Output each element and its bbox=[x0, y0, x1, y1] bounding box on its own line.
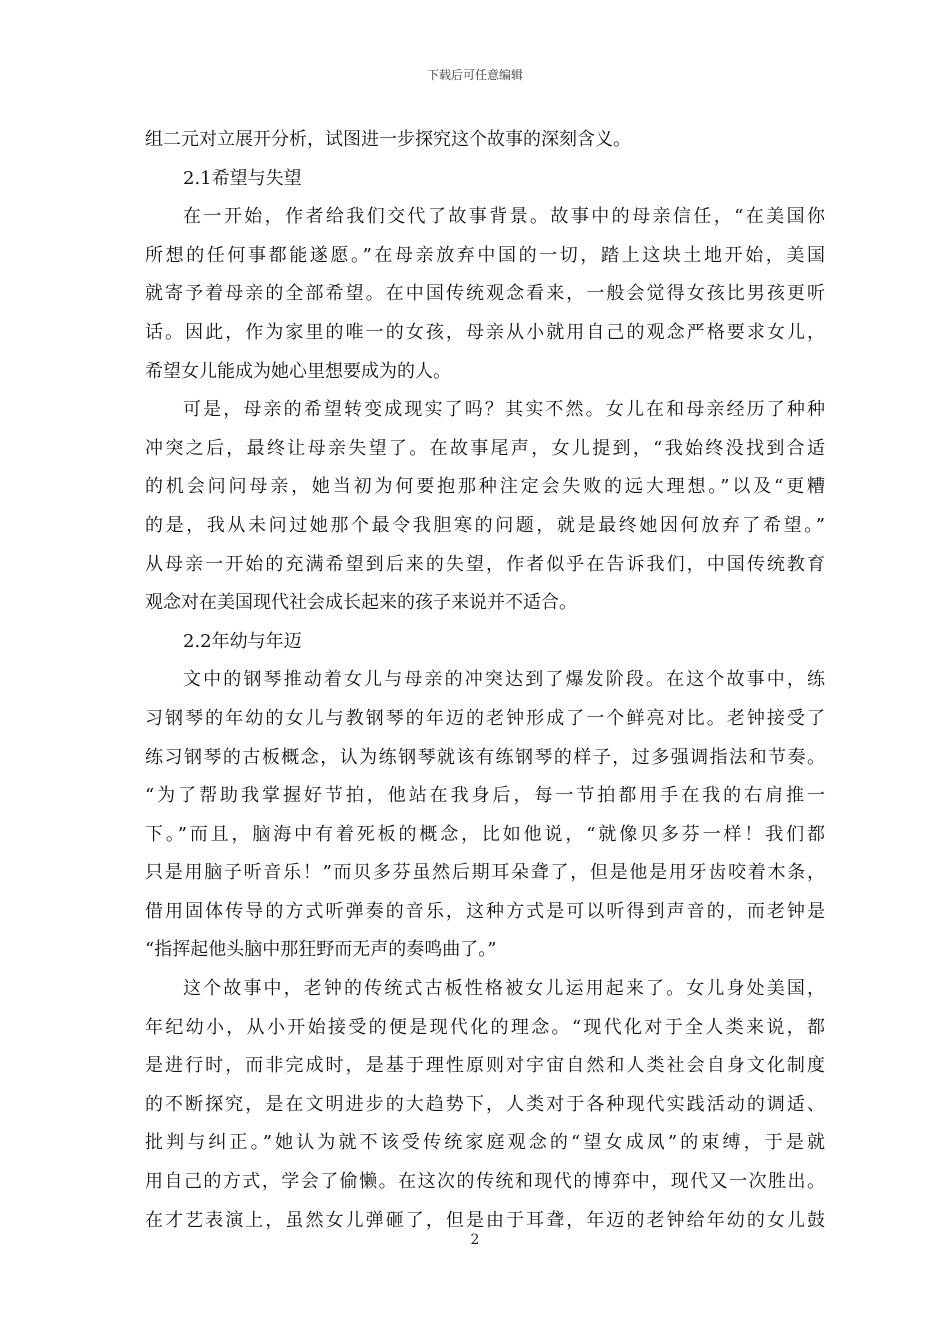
section-heading: 2.2年幼与年迈 bbox=[183, 630, 302, 652]
paragraph-line: 希望女儿能成为她心里想要成为的人。 bbox=[145, 360, 451, 382]
paragraph-line: 用自己的方式，学会了偷懒。在这次的传统和现代的博弈中，现代又一次胜出。 bbox=[145, 1171, 825, 1193]
paragraph-line: 年纪幼小，从小开始接受的便是现代化的理念。“现代化对于全人类来说，都 bbox=[145, 1016, 825, 1038]
paragraph-line: 练习钢琴的古板概念，认为练钢琴就该有练钢琴的样子，过多强调指法和节奏。 bbox=[145, 746, 825, 768]
paragraph-line: 观念对在美国现代社会成长起来的孩子来说并不适合。 bbox=[145, 592, 577, 614]
paragraph-line: 只是用脑子听音乐！”而贝多芬虽然后期耳朵聋了，但是他是用牙齿咬着木条， bbox=[145, 862, 825, 884]
paragraph-line: 的不断探究，是在文明进步的大趋势下，人类对于各种现代实践活动的调适、 bbox=[145, 1093, 825, 1115]
paragraph-line: “指挥起他头脑中那狂野而无声的奏鸣曲了。” bbox=[145, 939, 497, 961]
paragraph-line: 就寄予着母亲的全部希望。在中国传统观念看来，一般会觉得女孩比男孩更听 bbox=[145, 283, 825, 305]
paragraph-line: 文中的钢琴推动着女儿与母亲的冲突达到了爆发阶段。在这个故事中，练 bbox=[183, 669, 825, 691]
paragraph-line: 在才艺表演上，虽然女儿弹砸了，但是由于耳聋，年迈的老钟给年幼的女儿鼓 bbox=[145, 1209, 825, 1231]
document-body bbox=[145, 121, 825, 1240]
paragraph-line: 所想的任何事都能遂愿。”在母亲放弃中国的一切，踏上这块土地开始，美国 bbox=[145, 244, 825, 266]
paragraph-line: 冲突之后，最终让母亲失望了。在故事尾声，女儿提到，“我始终没找到合适 bbox=[145, 437, 825, 459]
paragraph-line: 批判与纠正。”她认为就不该受传统家庭观念的“望女成凤”的束缚，于是就 bbox=[145, 1132, 825, 1154]
paragraph-line: 在一开始，作者给我们交代了故事背景。故事中的母亲信任，“在美国你 bbox=[183, 206, 825, 228]
page-number: 2 bbox=[470, 1232, 480, 1248]
paragraph-line: 是进行时，而非完成时，是基于理性原则对宇宙自然和人类社会自身文化制度 bbox=[145, 1055, 825, 1077]
page-header: 下载后可任意编辑 bbox=[426, 68, 523, 82]
paragraph-line: 这个故事中，老钟的传统式古板性格被女儿运用起来了。女儿身处美国， bbox=[183, 978, 825, 1000]
paragraph-line: 的是，我从未问过她那个最令我胆寒的问题，就是最终她因何放弃了希望。” bbox=[145, 514, 825, 536]
paragraph-line: 的机会问问母亲，她当初为何要抱那种注定会失败的远大理想。”以及“更糟 bbox=[145, 476, 825, 498]
paragraph-line: 习钢琴的年幼的女儿与教钢琴的年迈的老钟形成了一个鲜亮对比。老钟接受了 bbox=[145, 707, 825, 729]
section-heading: 2.1希望与失望 bbox=[183, 167, 302, 189]
paragraph-line: “为了帮助我掌握好节拍，他站在我身后，每一节拍都用手在我的右肩推一 bbox=[145, 785, 825, 807]
paragraph-line: 借用固体传导的方式听弹奏的音乐，这种方式是可以听得到声音的，而老钟是 bbox=[145, 900, 825, 922]
paragraph-line: 话。因此，作为家里的唯一的女孩，母亲从小就用自己的观念严格要求女儿， bbox=[145, 321, 825, 343]
paragraph-line: 下。”而且，脑海中有着死板的概念，比如他说，“就像贝多芬一样！我们都 bbox=[145, 823, 825, 845]
paragraph-line: 可是，母亲的希望转变成现实了吗？其实不然。女儿在和母亲经历了种种 bbox=[183, 399, 825, 421]
paragraph-line: 组二元对立展开分析，试图进一步探究这个故事的深刻含义。 bbox=[145, 129, 631, 150]
paragraph-line: 从母亲一开始的充满希望到后来的失望，作者似乎在告诉我们，中国传统教育 bbox=[145, 553, 825, 575]
